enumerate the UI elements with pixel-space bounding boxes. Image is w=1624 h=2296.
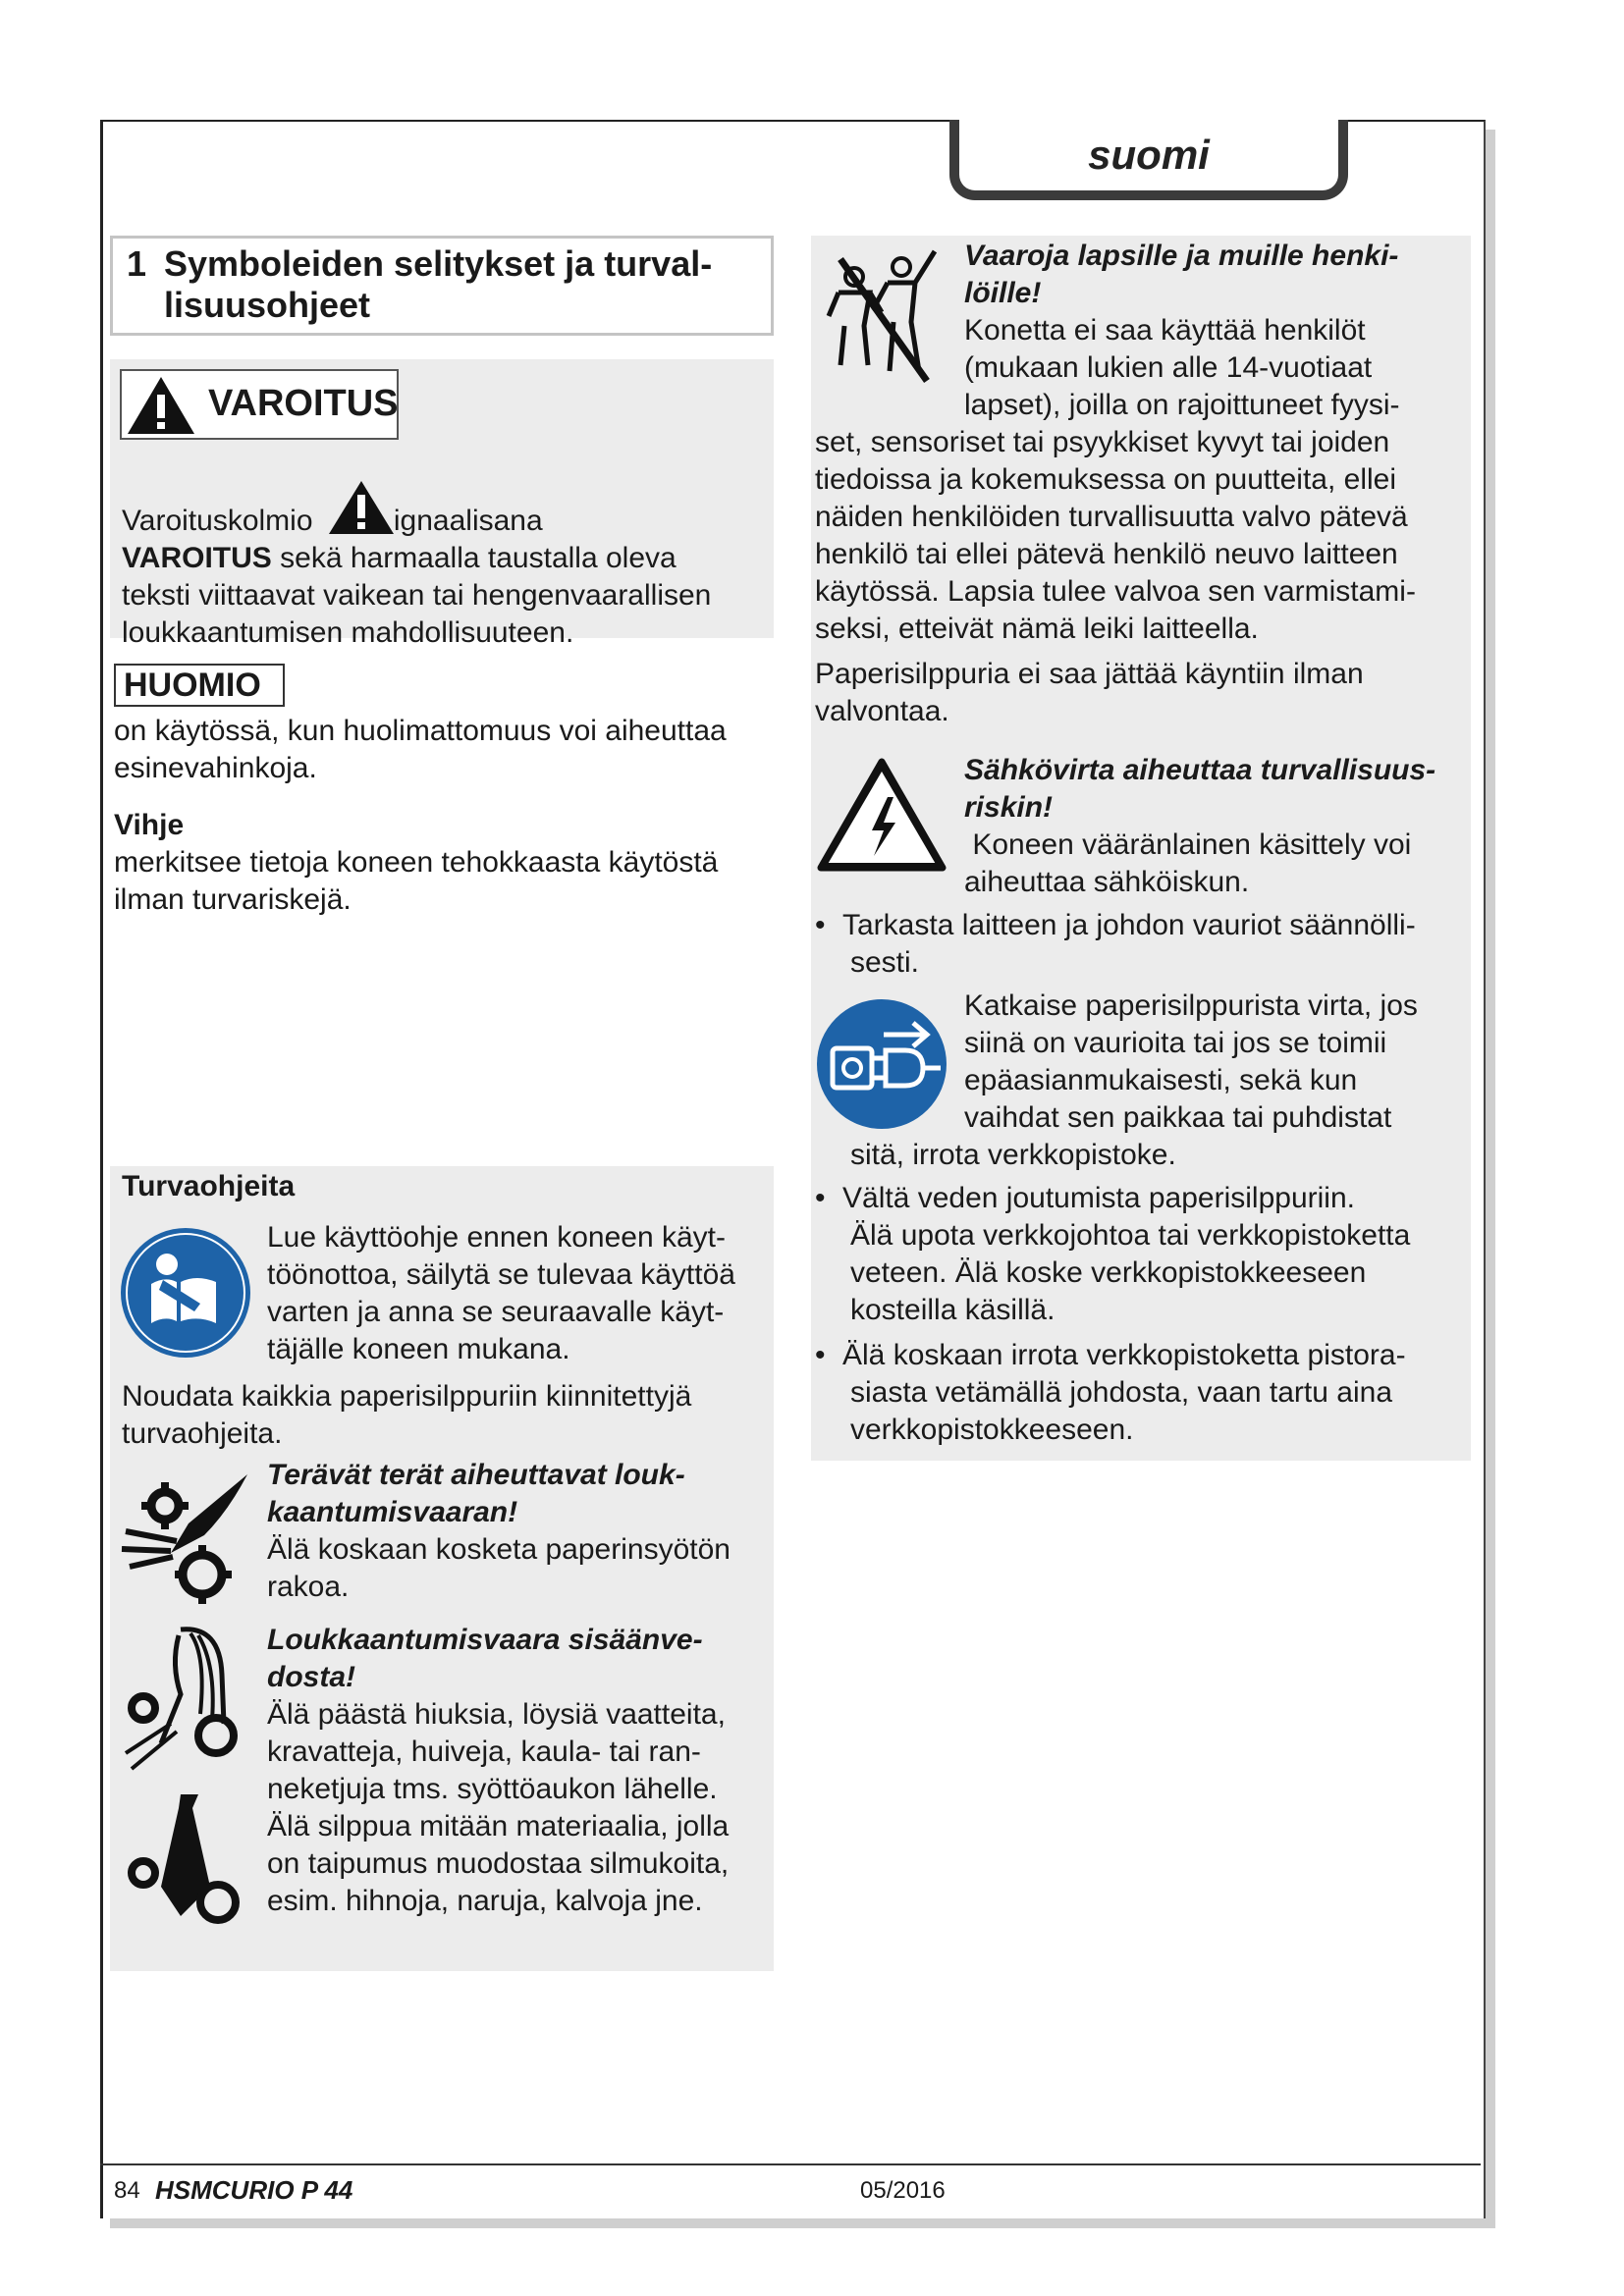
footer-rule	[100, 2163, 1481, 2165]
follow-text	[122, 1378, 770, 1453]
intake-heading: Loukkaantumisvaara sisäänve-	[267, 1624, 703, 1656]
varoitus-line	[122, 540, 770, 577]
section-title	[164, 243, 753, 326]
varoitus-line	[122, 479, 770, 540]
follow-line: Noudata kaikkia paperisilppuriin kiinnitettyjä	[122, 1380, 692, 1413]
turvaohjeita-heading: Turvaohjeita	[122, 1170, 296, 1202]
children-line: henkilö tai ellei pätevä henkilö neuvo laitteen	[815, 538, 1398, 570]
children-hazard-icon	[825, 247, 943, 385]
varoitus-text-part: Varoituskolmio	[122, 505, 313, 537]
huomio-text	[114, 713, 772, 787]
bullet-line: • Tarkasta laitteen ja johdon vauriot säännölli-	[842, 909, 1416, 941]
intake-heading: dosta!	[267, 1661, 355, 1693]
blades-line: Älä koskaan kosketa paperinsyötön	[267, 1533, 731, 1566]
huomio-line: on käytössä, kun huolimattomuus voi aiheuttaa	[114, 715, 727, 747]
warning-triangle-icon	[327, 479, 396, 536]
intake-line: kravatteja, huiveja, kaula- tai ran-	[267, 1735, 701, 1768]
unplug-icon	[815, 997, 948, 1131]
intake-line: Älä päästä hiuksia, löysiä vaatteita,	[267, 1698, 726, 1731]
vihje-section	[114, 807, 772, 919]
huomio-line: esinevahinkoja.	[114, 752, 317, 784]
varoitus-text-part: sekä harmaalla taustalla oleva	[271, 542, 677, 574]
children-heading: Vaaroja lapsille ja muille henki-	[964, 240, 1399, 272]
electric-heading: Sähkövirta aiheuttaa turvallisuus-	[964, 754, 1436, 786]
vihje-line: merkitsee tietoja koneen tehokkaasta käytöstä	[114, 846, 719, 879]
electric-heading: riskin!	[964, 791, 1054, 824]
children-line: tiedoissa ja kokemuksessa on puutteita, ellei	[815, 463, 1397, 496]
sharp-blades-icon	[120, 1472, 257, 1610]
bullet-line: Älä upota verkkojohtoa tai verkkopistoketta	[850, 1219, 1411, 1252]
bullet-water	[842, 1180, 1467, 1329]
children-line: lapset), joilla on rajoittuneet fyysi-	[964, 389, 1400, 421]
varoitus-bold-word: VAROITUS	[122, 542, 272, 574]
footer-date: 05/2016	[860, 2177, 946, 2204]
blades-heading: kaantumisvaaran!	[267, 1496, 518, 1528]
children-heading: löille!	[964, 277, 1042, 309]
tie-intake-icon	[122, 1789, 249, 1936]
bullet-line: sesti.	[850, 946, 920, 979]
varoitus-label-box	[120, 369, 399, 440]
blades-text	[267, 1457, 768, 1606]
unplug-line: epäasianmukaisesti, sekä kun	[964, 1064, 1358, 1096]
electric-line: Koneen vääränlainen käsittely voi	[964, 828, 1412, 861]
follow-line: turvaohjeita.	[122, 1417, 283, 1450]
unplug-line: Katkaise paperisilppurista virta, jos	[964, 989, 1418, 1022]
children-line: Konetta ei saa käyttää henkilöt	[964, 314, 1366, 347]
electric-heading-block	[964, 752, 1465, 901]
intake-line: Älä silppua mitään materiaalia, jolla	[267, 1810, 730, 1842]
manual-text	[267, 1219, 768, 1368]
varoitus-label: VAROITUS	[208, 383, 399, 424]
bullet-plug	[842, 1337, 1467, 1449]
bullet-check-damage	[842, 907, 1467, 982]
huomio-label: HUOMIO	[114, 664, 285, 707]
bullet-line: • Vältä veden joutumista paperisilppuriin.	[842, 1182, 1355, 1214]
unplug-text	[964, 988, 1465, 1137]
blades-line: rakoa.	[267, 1571, 350, 1603]
unattended-line: valvontaa.	[815, 695, 949, 727]
bullet-line: kosteilla käsillä.	[850, 1294, 1056, 1326]
intake-line: on taipumus muodostaa silmukoita,	[267, 1847, 730, 1880]
bullet-line: veteen. Älä koske verkkopistokkeeseen	[850, 1256, 1367, 1289]
page-number: 84	[114, 2177, 140, 2204]
section-title-line: Symboleiden selitykset ja turval-	[164, 243, 713, 284]
language-tab: suomi	[949, 120, 1348, 200]
intake-text	[267, 1622, 768, 1920]
intake-line: neketjuja tms. syöttöaukon lähelle.	[267, 1773, 718, 1805]
manual-line: Lue käyttöohje ennen koneen käyt-	[267, 1221, 727, 1254]
section-title-box	[110, 236, 774, 336]
manual-line: varten ja anna se seuraavalle käyt-	[267, 1296, 725, 1328]
children-line: (mukaan lukien alle 14-vuotiaat	[964, 351, 1373, 384]
bullet-line: • Älä koskaan irrota verkkopistoketta pistora-	[842, 1339, 1406, 1371]
children-heading-block	[964, 238, 1465, 424]
manual-line: täjälle koneen mukana.	[267, 1333, 570, 1365]
read-manual-icon	[118, 1225, 253, 1361]
bullet-line: verkkopistokkeeseen.	[850, 1414, 1134, 1446]
brand-logo: HSM	[155, 2175, 212, 2205]
footer-brand	[155, 2175, 352, 2206]
children-line: seksi, etteivät nämä leiki laitteella.	[815, 613, 1259, 645]
section-title-line: lisuusohjeet	[164, 285, 371, 325]
unplug-text-last: sitä, irrota verkkopistoke.	[850, 1139, 1176, 1171]
vihje-heading: Vihje	[114, 809, 185, 841]
children-line: set, sensoriset tai psyykkiset kyvyt tai joiden	[815, 426, 1390, 458]
children-text	[815, 424, 1467, 730]
intake-line: esim. hihnoja, naruja, kalvoja jne.	[267, 1885, 703, 1917]
unplug-line: vaihdat sen paikkaa tai puhdistat	[964, 1101, 1392, 1134]
bullet-line: siasta vetämällä johdosta, vaan tartu aina	[850, 1376, 1392, 1409]
electric-hazard-icon	[817, 758, 947, 874]
unattended-line: Paperisilppuria ei saa jättää käyntiin ilman	[815, 658, 1364, 690]
warning-triangle-icon	[126, 375, 196, 436]
manual-line: töönottoa, säilytä se tulevaa käyttöä	[267, 1258, 735, 1291]
blades-heading: Terävät terät aiheuttavat louk-	[267, 1459, 685, 1491]
children-line: näiden henkilöiden turvallisuutta valvo pätevä	[815, 501, 1408, 533]
hair-intake-icon	[122, 1626, 249, 1773]
children-line: käytössä. Lapsia tulee valvoa sen varmistami-	[815, 575, 1416, 608]
unplug-line: siinä on vaurioita tai jos se toimii	[964, 1027, 1387, 1059]
section-number: 1	[127, 243, 147, 284]
varoitus-text	[122, 479, 770, 652]
varoitus-line: loukkaantumisen mahdollisuuteen.	[122, 616, 574, 649]
varoitus-text-part: ignaalisana	[393, 505, 543, 537]
electric-line: aiheuttaa sähköiskun.	[964, 866, 1250, 898]
varoitus-line: teksti viittaavat vaikean tai hengenvaarallisen	[122, 579, 712, 612]
product-name: CURIO P 44	[211, 2175, 353, 2205]
vihje-line: ilman turvariskejä.	[114, 883, 352, 916]
